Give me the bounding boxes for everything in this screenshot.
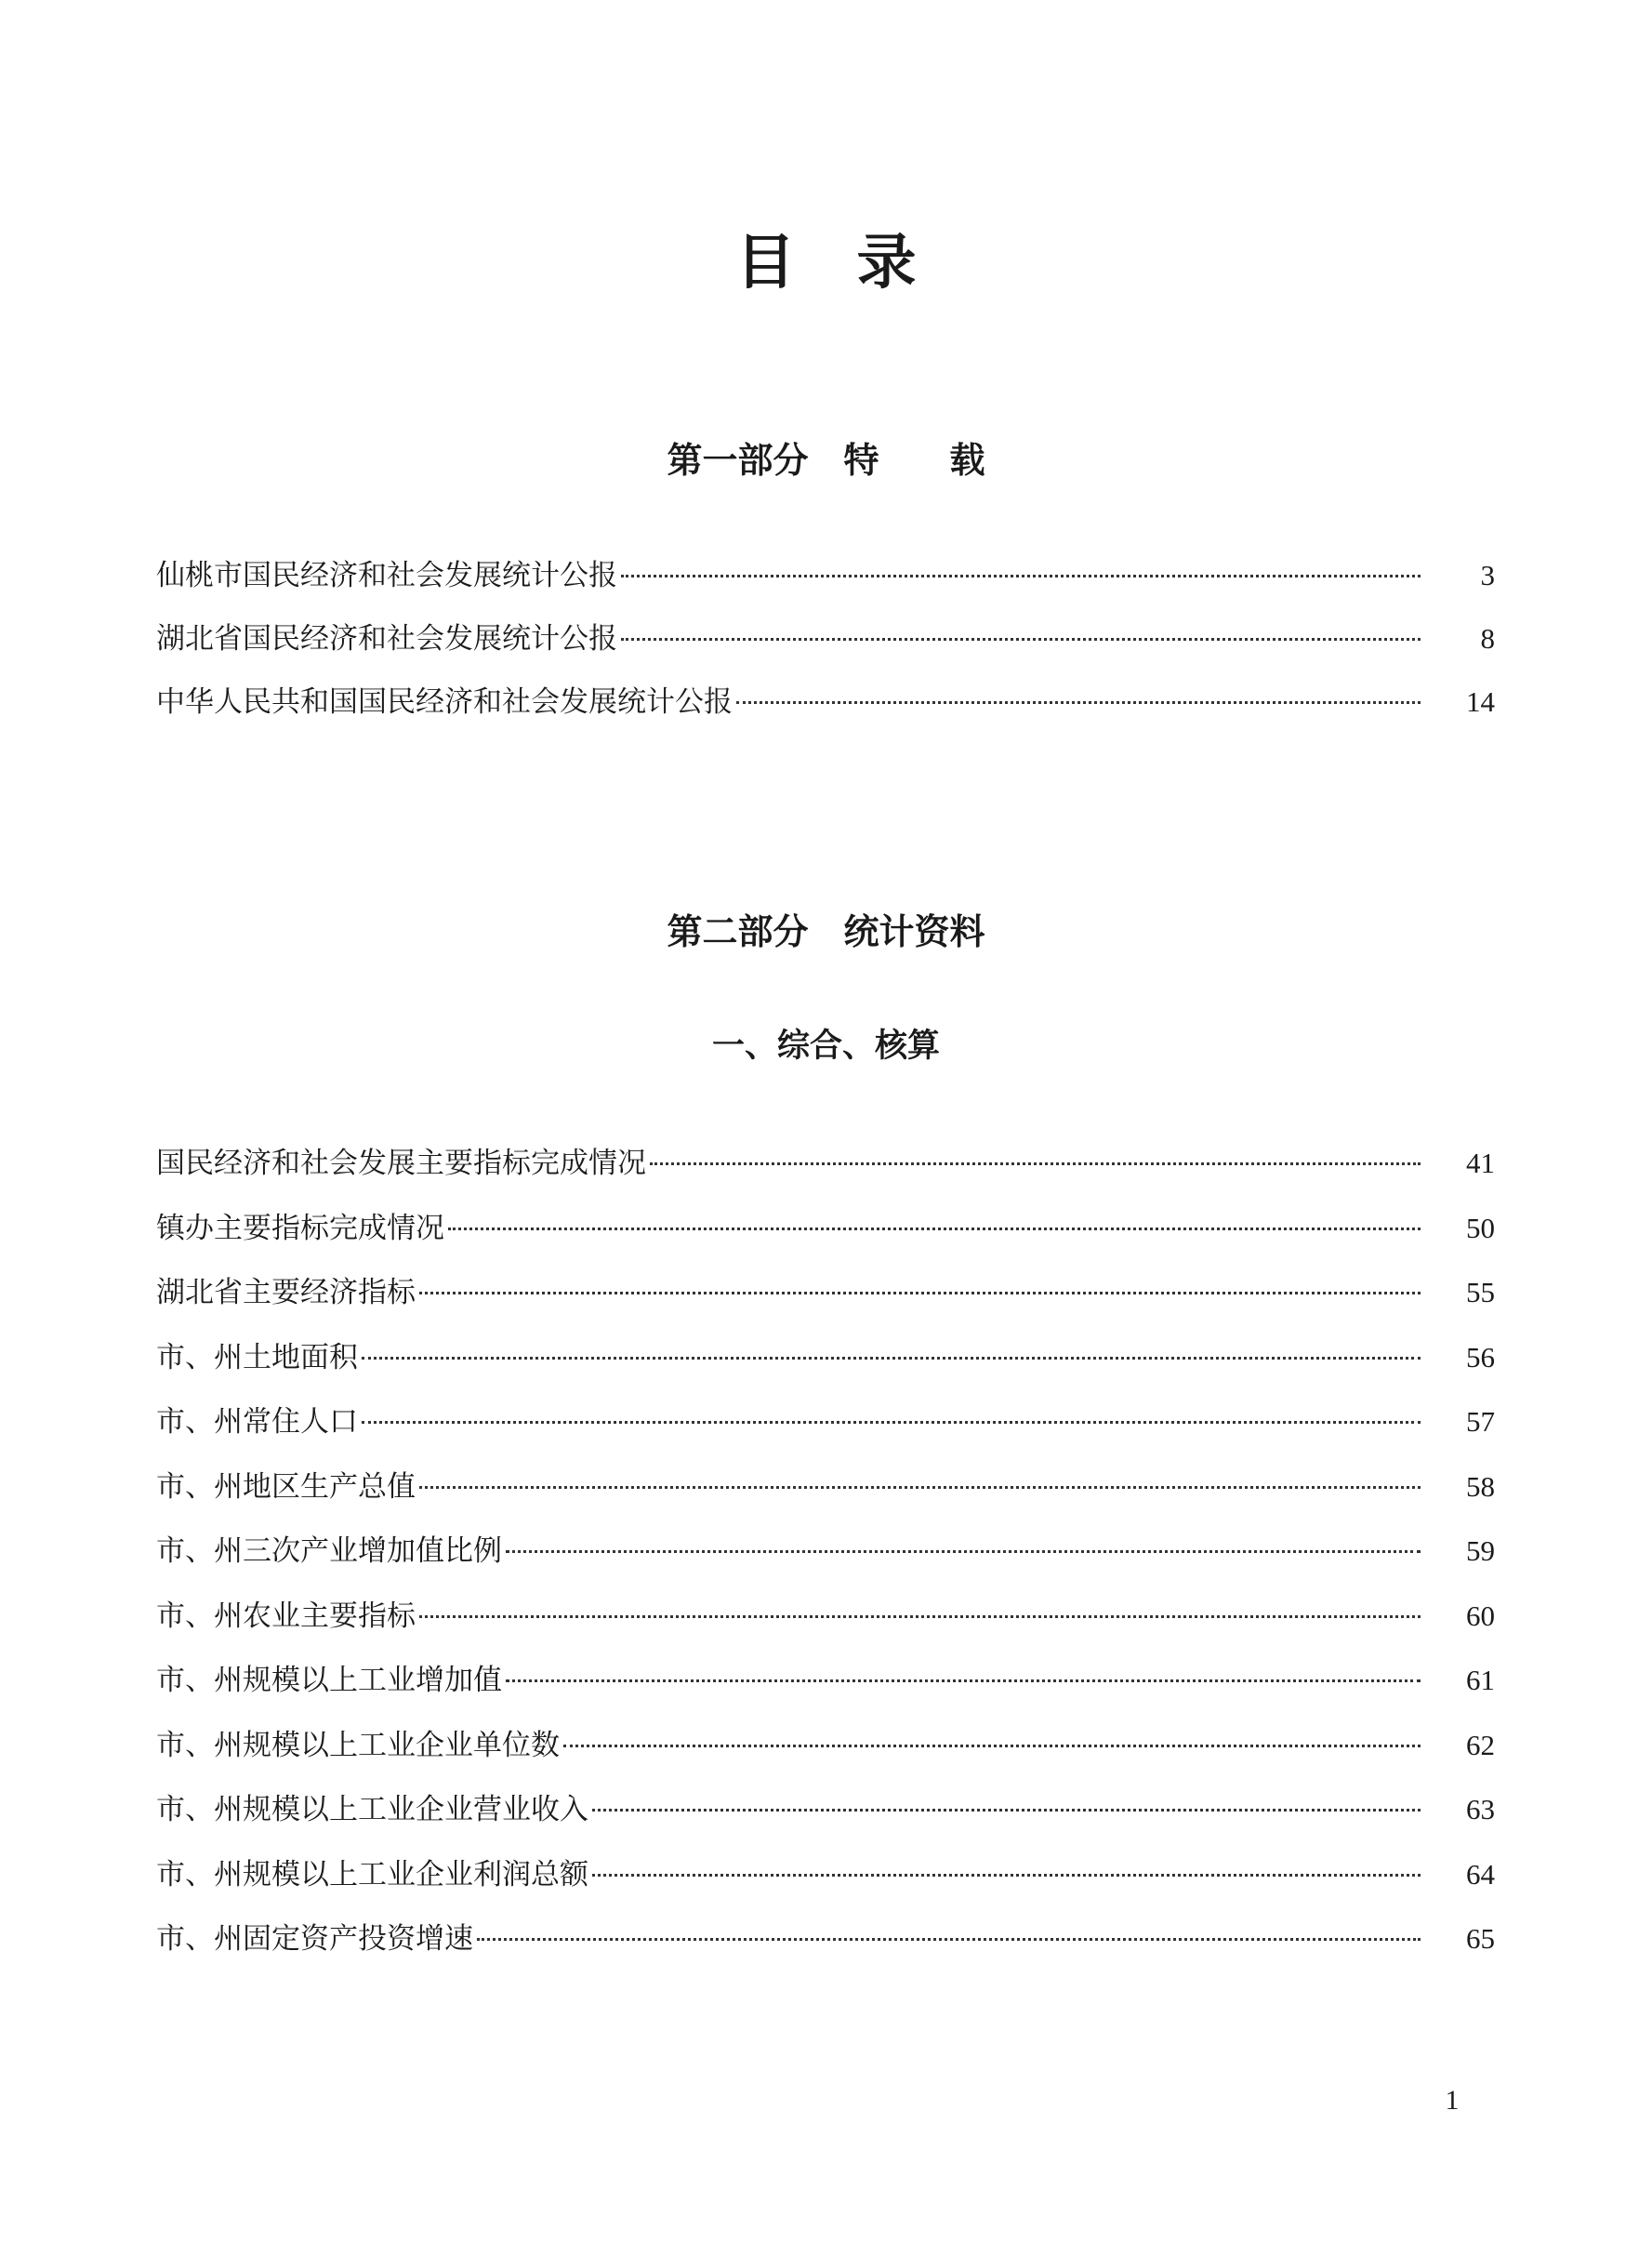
toc-entry-title: 市、州常住人口	[156, 1405, 358, 1439]
toc-entry-page: 61	[1466, 1664, 1495, 1696]
dot-leader	[621, 638, 1421, 641]
toc-entry[interactable]	[156, 1269, 1495, 1334]
toc-entry-page: 63	[1466, 1793, 1495, 1825]
toc-entry[interactable]	[156, 1205, 1495, 1270]
section-heading: 一、综合、核算	[711, 1028, 940, 1065]
toc-entry[interactable]	[156, 1140, 1495, 1205]
toc-entry[interactable]	[156, 552, 1495, 616]
dot-leader	[419, 1486, 1421, 1489]
dot-leader	[419, 1615, 1421, 1618]
toc-entry-title: 市、州三次产业增加值比例	[156, 1534, 502, 1568]
toc-entry[interactable]	[156, 1657, 1495, 1722]
page-number: 1	[1445, 2085, 1460, 2116]
toc-entry[interactable]	[156, 1786, 1495, 1851]
toc-entry[interactable]	[156, 1916, 1495, 1981]
page-title	[0, 221, 1652, 305]
toc-entry-title: 市、州规模以上工业企业营业收入	[156, 1793, 588, 1826]
toc-entry[interactable]	[156, 1399, 1495, 1464]
dot-leader	[448, 1228, 1421, 1230]
toc-entry-page: 8	[1480, 622, 1495, 655]
toc-entry-page: 41	[1466, 1147, 1495, 1179]
toc-entry-page: 60	[1466, 1599, 1495, 1632]
toc-entry-page: 3	[1480, 559, 1495, 591]
toc-entry-title: 国民经济和社会发展主要指标完成情况	[156, 1147, 646, 1180]
dot-leader	[362, 1421, 1421, 1424]
dot-leader	[592, 1809, 1421, 1812]
toc-entry-page: 58	[1466, 1469, 1495, 1503]
dot-leader	[419, 1292, 1421, 1294]
part-one-toc-list	[156, 552, 1495, 742]
toc-entry-page: 14	[1466, 685, 1495, 718]
dot-leader	[650, 1162, 1421, 1165]
toc-entry-title: 中华人民共和国国民经济和社会发展统计公报	[156, 685, 733, 719]
toc-entry-title: 市、州农业主要指标	[156, 1599, 416, 1633]
toc-entry-page: 64	[1466, 1857, 1495, 1891]
toc-entry-title: 市、州规模以上工业企业利润总额	[156, 1857, 588, 1891]
toc-entry-title: 市、州固定资产投资增速	[156, 1922, 473, 1956]
part-two-heading: 第二部分 统计资料	[667, 910, 985, 952]
toc-entry-title: 仙桃市国民经济和社会发展统计公报	[156, 559, 617, 592]
toc-entry-page: 62	[1466, 1728, 1495, 1761]
part-one-heading: 第一部分 特 载	[667, 439, 985, 481]
toc-entry[interactable]	[156, 1851, 1495, 1917]
toc-entry-page: 50	[1466, 1211, 1495, 1244]
toc-entry-page: 59	[1466, 1534, 1495, 1567]
toc-entry-title: 市、州地区生产总值	[156, 1469, 416, 1504]
toc-entry-title: 市、州规模以上工业企业单位数	[156, 1728, 560, 1762]
dot-leader	[736, 701, 1421, 704]
toc-entry-page: 55	[1466, 1276, 1495, 1308]
toc-entry[interactable]	[156, 1593, 1495, 1658]
toc-entry-title: 湖北省主要经济指标	[156, 1276, 416, 1309]
toc-entry[interactable]	[156, 1528, 1495, 1593]
dot-leader	[506, 1679, 1421, 1682]
dot-leader	[563, 1745, 1421, 1747]
part-two-toc-list	[156, 1140, 1495, 1981]
page-title-char-2: 录	[856, 228, 917, 298]
toc-entry[interactable]	[156, 679, 1495, 742]
dot-leader	[506, 1550, 1421, 1553]
dot-leader	[362, 1357, 1421, 1360]
toc-entry[interactable]	[156, 1464, 1495, 1529]
toc-entry-page: 65	[1466, 1922, 1495, 1955]
dot-leader	[477, 1938, 1421, 1941]
toc-entry[interactable]	[156, 616, 1495, 679]
dot-leader	[621, 575, 1421, 577]
dot-leader	[592, 1874, 1421, 1877]
toc-entry-page: 57	[1466, 1405, 1495, 1438]
toc-entry-title: 市、州土地面积	[156, 1340, 358, 1374]
toc-entry-page: 56	[1466, 1340, 1495, 1374]
page-title-char-1: 目	[735, 228, 796, 298]
toc-entry-title: 市、州规模以上工业增加值	[156, 1664, 502, 1697]
toc-entry-title: 镇办主要指标完成情况	[156, 1211, 444, 1245]
toc-entry-title: 湖北省国民经济和社会发展统计公报	[156, 622, 617, 656]
toc-entry[interactable]	[156, 1334, 1495, 1400]
toc-entry[interactable]	[156, 1722, 1495, 1787]
